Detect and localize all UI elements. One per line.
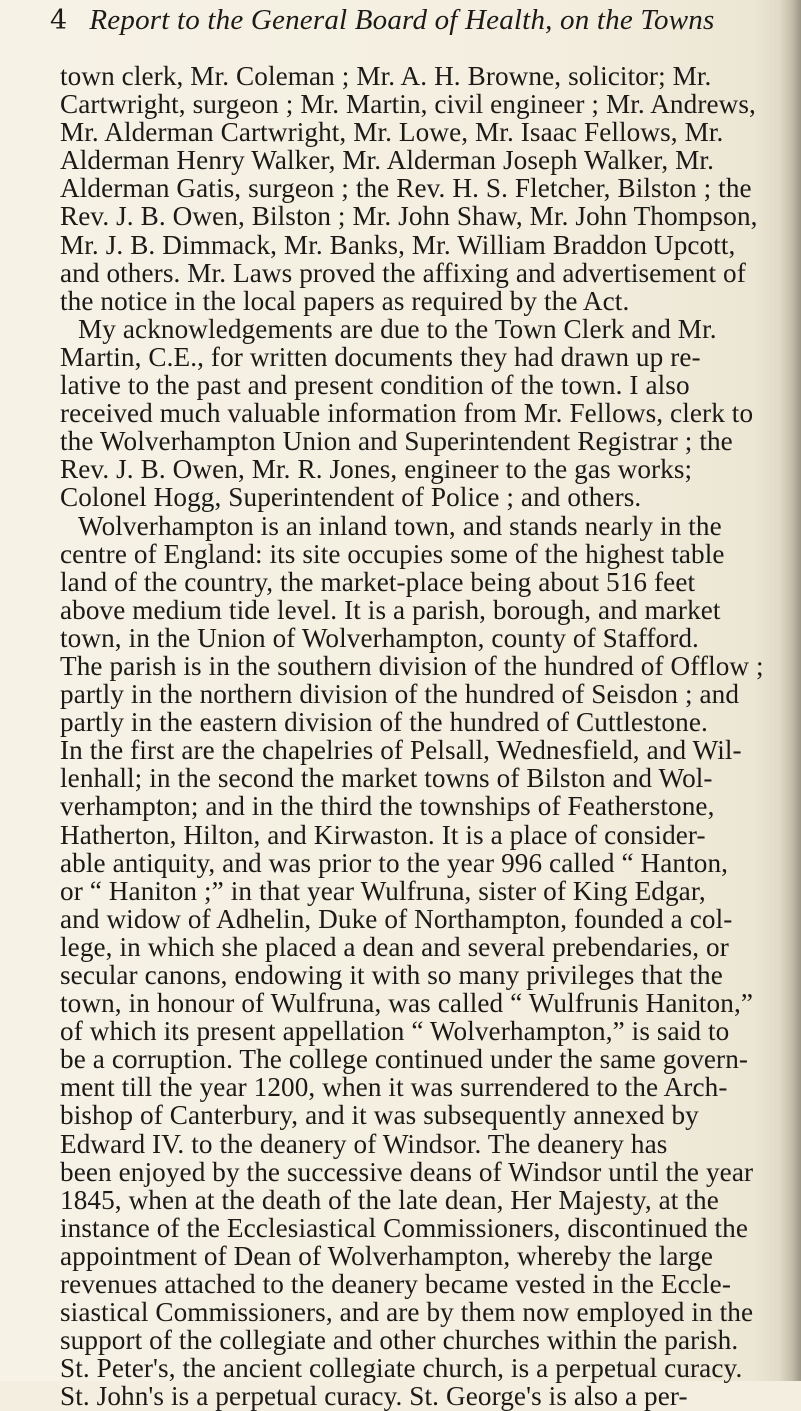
running-title: Report to the General Board of Health, on the Towns (89, 4, 715, 36)
text-line: able antiquity, and was prior to the year 996 called “ Hanton, (60, 847, 729, 878)
text-line: support of the collegiate and other churches within the parish. (60, 1325, 739, 1356)
text-line: instance of the Ecclesiastical Commissioners, discontinued the (60, 1212, 748, 1243)
text-line: St. John's is a perpetual curacy. St. George's is also a per- (60, 1381, 688, 1411)
text-line: bishop of Canterbury, and it was subsequently annexed by (60, 1100, 699, 1131)
running-head (50, 4, 714, 37)
text-line: the Wolverhampton Union and Superintendent Registrar ; the (60, 426, 733, 457)
text-line: lege, in which she placed a dean and several prebendaries, or (60, 931, 729, 962)
page-gutter-shadow (779, 0, 801, 1381)
text-line: town clerk, Mr. Coleman ; Mr. A. H. Browne, solicitor; Mr. (60, 61, 712, 91)
text-line: In the first are the chapelries of Pelsall, Wednesfield, and Wil- (60, 735, 742, 766)
text-line: Cartwright, surgeon ; Mr. Martin, civil engineer ; Mr. Andrews, (60, 89, 756, 120)
text-line: ment till the year 1200, when it was surrendered to the Arch- (60, 1072, 728, 1103)
text-line: appointment of Dean of Wolverhampton, whereby the large (60, 1240, 714, 1271)
text-line: Martin, C.E., for written documents they had drawn up re- (60, 341, 701, 372)
text-line: St. Peter's, the ancient collegiate church, is a perpetual curacy. (60, 1353, 743, 1384)
text-line: and widow of Adhelin, Duke of Northampton, founded a col- (60, 903, 733, 934)
text-line: above medium tide level. It is a parish, borough, and market (60, 594, 721, 625)
text-line: of which its present appellation “ Wolverhampton,” is said to (60, 1016, 730, 1047)
text-line: town, in the Union of Wolverhampton, county of Stafford. (60, 622, 699, 653)
text-line: the notice in the local papers as required by the Act. (60, 285, 630, 316)
text-line: verhampton; and in the third the townships of Featherstone, (60, 791, 715, 822)
text-line: Edward IV. to the deanery of Windsor. The deanery has (60, 1128, 668, 1159)
text-line: town, in honour of Wulfruna, was called “ Wulfrunis Haniton,” (60, 988, 754, 1019)
text-line: Colonel Hogg, Superintendent of Police ; and others. (60, 482, 642, 513)
text-line: or “ Haniton ;” in that year Wulfruna, sister of King Edgar, (60, 875, 706, 906)
text-line: land of the country, the market-place being about 516 feet (60, 566, 696, 597)
text-line: siastical Commissioners, and are by them now employed in the (60, 1297, 754, 1328)
text-line: 1845, when at the death of the late dean, Her Majesty, at the (60, 1184, 719, 1215)
text-line: lenhall; in the second the market towns of Bilston and Wol- (60, 763, 713, 794)
text-line: and others. Mr. Laws proved the affixing and advertisement of (60, 257, 746, 288)
text-line: revenues attached to the deanery became vested in the Eccle- (60, 1269, 731, 1300)
text-line: lative to the past and present condition of the town. I also (60, 370, 690, 401)
text-line: be a corruption. The college continued under the same govern- (60, 1044, 749, 1075)
body-text (60, 62, 780, 1411)
text-line: partly in the eastern division of the hundred of Cuttlestone. (60, 707, 708, 738)
text-line: Rev. J. B. Owen, Bilston ; Mr. John Shaw, Mr. John Thompson, (60, 201, 758, 232)
text-line: been enjoyed by the successive deans of Windsor until the year (60, 1156, 754, 1187)
text-line: received much valuable information from Mr. Fellows, clerk to (60, 398, 754, 429)
text-line: Rev. J. B. Owen, Mr. R. Jones, engineer to the gas works; (60, 454, 693, 485)
page-number: 4 (50, 5, 68, 36)
text-line: Mr. Alderman Cartwright, Mr. Lowe, Mr. Isaac Fellows, Mr. (60, 117, 724, 148)
text-line: secular canons, endowing it with so many privileges that the (60, 960, 723, 990)
text-line: Mr. J. B. Dimmack, Mr. Banks, Mr. William Braddon Upcott, (60, 229, 736, 260)
text-line: The parish is in the southern division of the hundred of Offlow ; (60, 650, 764, 681)
paragraph-start-line: My acknowledgements are due to the Town Clerk and Mr. (78, 313, 717, 344)
text-line: Alderman Henry Walker, Mr. Alderman Joseph Walker, Mr. (60, 145, 714, 176)
text-line: Alderman Gatis, surgeon ; the Rev. H. S. Fletcher, Bilston ; the (60, 173, 752, 204)
text-line: Hatherton, Hilton, and Kirwaston. It is a place of consider- (60, 819, 706, 850)
paragraph-start-line: Wolverhampton is an inland town, and stands nearly in the (78, 510, 722, 541)
text-line: partly in the northern division of the hundred of Seisdon ; and (60, 679, 740, 710)
text-line: centre of England: its site occupies some of the highest table (60, 538, 725, 569)
